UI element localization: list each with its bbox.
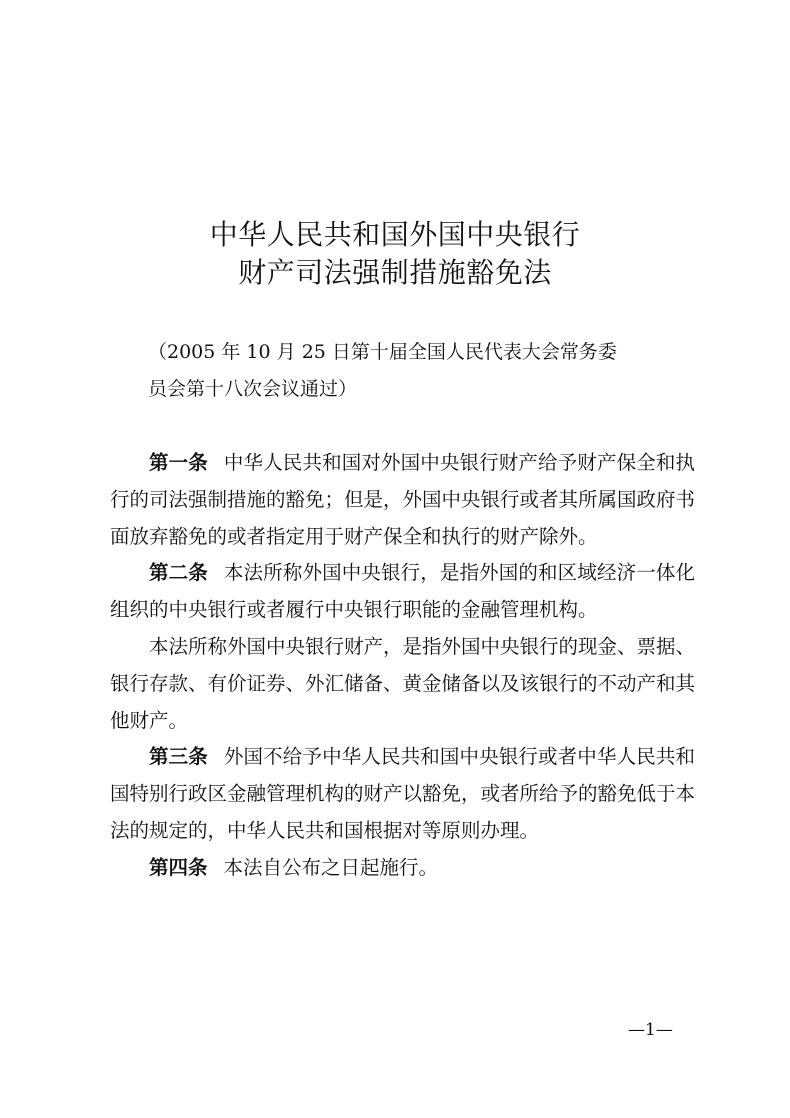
law-body (110, 445, 695, 887)
article-text: 外国不给予中华人民共和国中央银行或者中华人民共和国特别行政区金融管理机构的财产以豁免，或者所给予的豁免低于本法的规定的，中华人民共和国根据对等原则办理。 (110, 745, 696, 842)
article-2-paragraph-2 (110, 629, 695, 739)
document-title-line-2: 财产司法强制措施豁免法 (238, 256, 552, 289)
adoption-note-line-2: 员会第十八次会议通过） (148, 378, 358, 400)
article-3 (110, 739, 695, 849)
article-text: 本法所称外国中央银行，是指外国的和区域经济一体化组织的中央银行或者履行中央银行职能的金融管理机构。 (110, 561, 695, 622)
article-4 (110, 850, 695, 887)
article-label: 第三条 (149, 745, 208, 769)
article-text: 中华人民共和国对外国中央银行财产给予财产保全和执行的司法强制措施的豁免；但是，外国中央银行或者其所属国政府书面放弃豁免的或者指定用于财产保全和执行的财产除外。 (110, 451, 696, 548)
article-1 (110, 445, 695, 555)
document-title-line-1: 中华人民共和国外国中央银行 (209, 218, 581, 251)
article-text: 本法所称外国中央银行财产，是指外国中央银行的现金、票据、银行存款、有价证券、外汇储备、黄金储备以及该银行的不动产和其他财产。 (110, 634, 696, 732)
adoption-note-line-1: （2005 年 10 月 25 日第十届全国人民代表大会常务委 (148, 341, 617, 363)
article-label: 第二条 (149, 561, 208, 585)
article-label: 第四条 (149, 855, 208, 879)
article-2 (110, 555, 695, 629)
article-text: 本法自公布之日起施行。 (223, 855, 439, 879)
article-label: 第一条 (149, 451, 208, 474)
page-number: —1— (628, 1020, 673, 1040)
